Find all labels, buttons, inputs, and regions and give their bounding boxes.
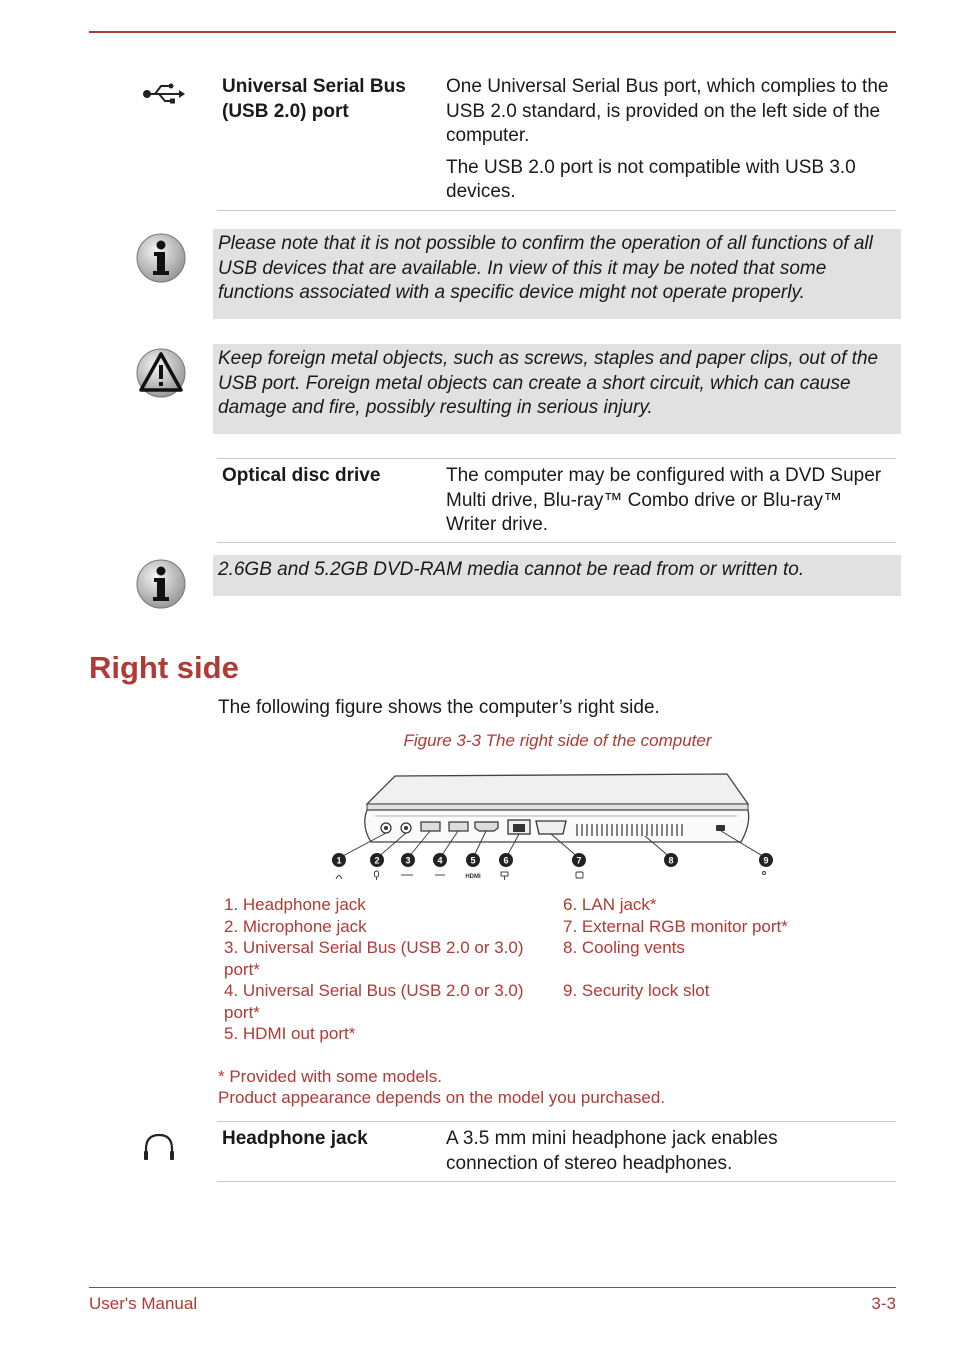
callout-2: 2 [374, 855, 380, 866]
right-side-figure [325, 768, 775, 884]
callout-4: 4 [437, 855, 443, 866]
callout-7: 7 [576, 855, 582, 866]
footer-title: User's Manual [89, 1294, 198, 1313]
usb-note: Please note that it is not possible to confirm the operation of all functions of all USB devices that are available. In view of this it may be noted that some functions associated with a specific device might not operate properly. [213, 229, 901, 319]
footnote-appearance: Product appearance depends on the model you purchased. [218, 1088, 666, 1107]
warning-icon [136, 348, 186, 398]
section-intro: The following figure shows the computer’s right side. [218, 697, 660, 718]
page-number: 3-3 [871, 1294, 896, 1313]
dvd-note: 2.6GB and 5.2GB DVD-RAM media cannot be read from or written to. [213, 555, 901, 596]
usb-term: Universal Serial Bus (USB 2.0) port [222, 76, 406, 122]
footnote-models: * Provided with some models. [218, 1067, 442, 1086]
callout-5: 5 [470, 855, 476, 866]
usb-description [446, 75, 896, 212]
info-icon [136, 559, 186, 609]
row-divider [217, 458, 896, 459]
metal-warning: Keep foreign metal objects, such as screws, staples and paper clips, out of the USB port. Foreign metal objects can create a short circuit, which can cause damage and fire, possibly resulting in serious injury. [213, 344, 901, 434]
figure-caption: Figure 3-3 The right side of the computer [403, 731, 712, 750]
usb-icon [141, 80, 185, 106]
callout-1: 1 [336, 855, 342, 866]
optical-term: Optical disc drive [222, 465, 381, 486]
section-heading: Right side [89, 650, 239, 685]
row-divider [217, 542, 896, 543]
row-divider [217, 210, 896, 211]
usb-desc-2: The USB 2.0 port is not compatible with USB 3.0 devices. [446, 156, 856, 202]
legend-item: 6. LAN jack* [563, 895, 657, 914]
callout-8: 8 [668, 855, 674, 866]
usb-desc-1: One Universal Serial Bus port, which complies to the USB 2.0 standard, is provided on the left side of the computer. [446, 76, 889, 146]
footer-rule [89, 1287, 896, 1288]
legend-item: 2. Microphone jack [224, 916, 367, 936]
legend-left [224, 894, 549, 1045]
row-divider [217, 1181, 896, 1182]
headphone-icon [142, 1132, 176, 1162]
legend-item: 9. Security lock slot [563, 981, 710, 1000]
optical-description: The computer may be configured with a DVD Super Multi drive, Blu-ray™ Combo drive or Blu-ray™ Writer drive. [446, 465, 882, 535]
callout-6: 6 [503, 855, 509, 866]
info-icon [136, 233, 186, 283]
legend-item: 1. Headphone jack [224, 895, 366, 914]
legend-item: 8. Cooling vents [563, 938, 685, 957]
legend-item: 7. External RGB monitor port* [563, 916, 788, 936]
header-rule [89, 31, 896, 33]
legend-item: 5. HDMI out port* [224, 1024, 356, 1043]
callout-9: 9 [763, 855, 769, 866]
row-divider [217, 1121, 896, 1122]
hdmi-label: HDMI [465, 874, 481, 880]
legend-right [563, 894, 883, 1002]
headphone-description: A 3.5 mm mini headphone jack enables connection of stereo headphones. [446, 1128, 778, 1174]
legend-item: 3. Universal Serial Bus (USB 2.0 or 3.0) port* [224, 938, 524, 979]
callout-3: 3 [405, 855, 411, 866]
headphone-term: Headphone jack [222, 1128, 368, 1149]
legend-item: 4. Universal Serial Bus (USB 2.0 or 3.0) port* [224, 981, 524, 1022]
